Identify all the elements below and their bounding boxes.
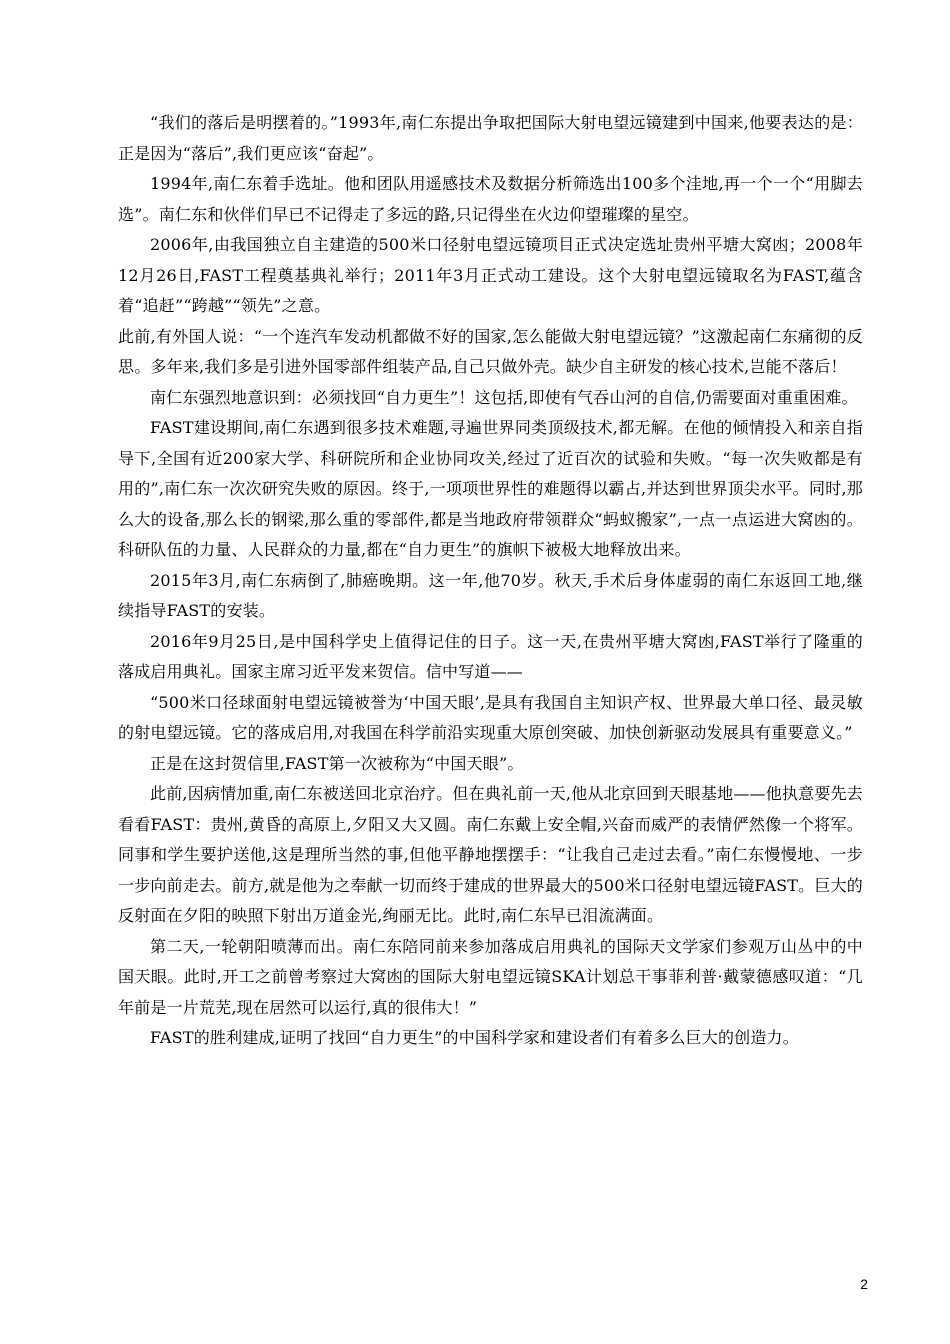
paragraph-7: 2015年3月,南仁东病倒了,肺癌晚期。这一年,他70岁。秋天,手术后身体虚弱的南仁东返回工地,继续指导FAST的安装。: [118, 570, 863, 620]
paragraph-1: “我们的落后是明摆着的。”1993年,南仁东提出争取把国际大射电望远镜建到中国来,他要表达的是：正是因为“落后”,我们更应该“奋起”。: [118, 113, 863, 163]
paragraph-11: 此前,因病情加重,南仁东被送回北京治疗。但在典礼前一天,他从北京回到天眼基地——他执意要先去看看FAST：贵州,黄昏的高原上,夕阳又大又圆。南仁东戴上安全帽,兴奋而威严的表情俨然像一个将军。同事和学生要护送他,这是理所当然的事,但他平静地摆摆手：“让我自己走过去看。”南仁东慢慢地、一步一步向前走去。前方,就是他为之奉献一切而终于建成的世界最大的500米口径射电望远镜FAST。巨大的反射面在夕阳的映照下射出万道金光,绚丽无比。此时,南仁东早已泪流满面。: [118, 784, 863, 925]
page-number: 2: [860, 1276, 868, 1292]
paragraph-5: 南仁东强烈地意识到：必须找回“自力更生”！这包括,即使有气吞山河的自信,仍需要面对重重困难。: [150, 387, 858, 407]
paragraph-10: 正是在这封贺信里,FAST第一次被称为“中国天眼”。: [150, 753, 524, 773]
paragraph-6: FAST建设期间,南仁东遇到很多技术难题,寻遍世界同类顶级技术,都无解。在他的倾情投入和亲自指导下,全国有近200家大学、科研院所和企业协同攻关,经过了近百次的试验和失败。“每一次失败都是有用的”,南仁东一次次研究失败的原因。终于,一项项世界性的难题得以霸占,并达到世界顶尖水平。同时,那么大的设备,那么长的钢梁,那么重的零部件,都是当地政府带领群众“蚂蚁搬家”,一点一点运进大窝凼的。科研队伍的力量、人民群众的力量,都在“自力更生”的旗帜下被极大地释放出来。: [118, 418, 863, 559]
paragraph-12: 第二天,一轮朝阳喷薄而出。南仁东陪同前来参加落成启用典礼的国际天文学家们参观万山丛中的中国天眼。此时,开工之前曾考察过大窝凼的国际大射电望远镜SKA计划总干事菲利普·戴蒙德感叹道：“几年前是一片荒芜,现在居然可以运行,真的很伟大！”: [118, 936, 863, 1017]
quoted-letter: “500米口径球面射电望远镜被誉为‘中国天眼’,是具有我国自主知识产权、世界最大单口径、最灵敏的射电望远镜。它的落成启用,对我国在科学前沿实现重大原创突破、加快创新驱动发展具有重要意义。”: [118, 692, 863, 742]
paragraph-4: 此前,有外国人说：“一个连汽车发动机都做不好的国家,怎么能做大射电望远镜？”这激起南仁东痛彻的反思。多年来,我们多是引进外国零部件组装产品,自己只做外壳。缺少自主研发的核心技术,岂能不落后！: [118, 326, 863, 376]
document-body: [118, 108, 863, 1054]
paragraph-13: FAST的胜利建成,证明了找回“自力更生”的中国科学家和建设者们有着多么巨大的创造力。: [150, 1028, 799, 1047]
paragraph-2: 1994年,南仁东着手选址。他和团队用遥感技术及数据分析筛选出100多个洼地,再一个一个“用脚去选”。南仁东和伙伴们早已不记得走了多远的路,只记得坐在火边仰望璀璨的星空。: [118, 174, 863, 224]
paragraph-8: 2016年9月25日,是中国科学史上值得记住的日子。这一天,在贵州平塘大窝凼,FAST举行了隆重的落成启用典礼。国家主席习近平发来贺信。信中写道——: [118, 631, 863, 681]
paragraph-3: 2006年,由我国独立自主建造的500米口径射电望远镜项目正式决定选址贵州平塘大窝凼；2008年12月26日,FAST工程奠基典礼举行；2011年3月正式动工建设。这个大射电望远镜取名为FAST,蕴含着“追赶”“跨越”“领先”之意。: [118, 235, 863, 315]
